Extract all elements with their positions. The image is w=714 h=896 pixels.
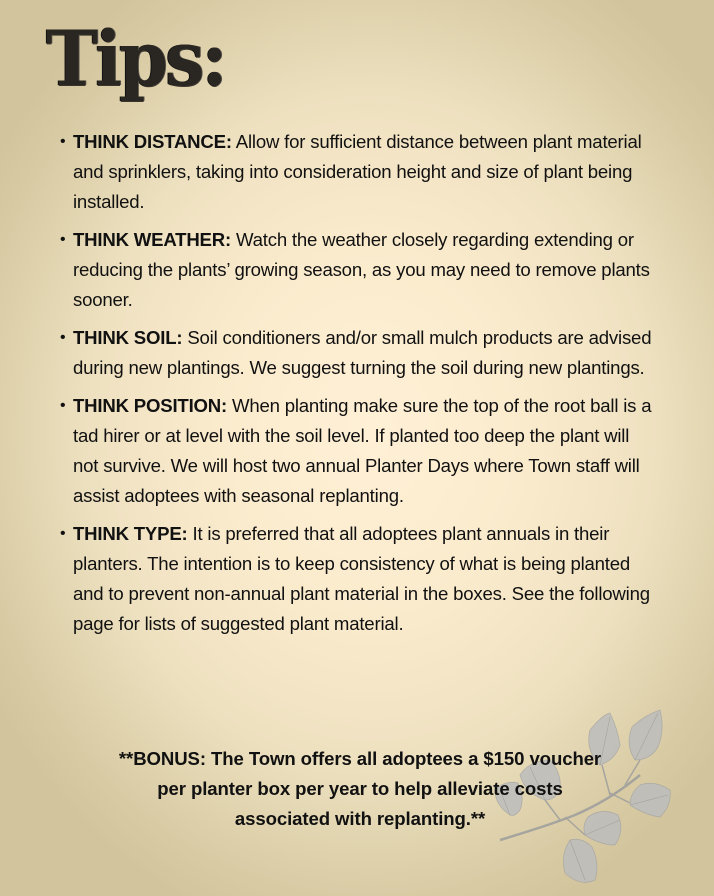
- tips-list: [58, 127, 658, 647]
- tip-distance: [58, 127, 658, 217]
- bullet-icon: •: [60, 329, 66, 346]
- bonus-line-2: per planter box per year to help alleviate costs: [157, 778, 563, 799]
- tip-text: Soil conditioners and/or small mulch products are advised during new plantings. We suggest turning the soil during new plantings.: [73, 327, 652, 378]
- tip-label: THINK SOIL:: [73, 327, 183, 348]
- tip-label: THINK DISTANCE:: [73, 131, 232, 152]
- page-title: Tips:: [46, 14, 225, 103]
- tip-label: THINK TYPE:: [73, 523, 188, 544]
- tip-text: It is preferred that all adoptees plant annuals in their planters. The intention is to keep consistency of what is being planted and to prevent non-annual plant material in the boxes. See the following page for lists of suggested plant material.: [73, 523, 650, 634]
- bullet-icon: •: [60, 397, 66, 414]
- tip-label: THINK POSITION:: [73, 395, 228, 416]
- bullet-icon: •: [60, 133, 66, 150]
- tip-text: Allow for sufficient distance between plant material and sprinklers, taking into consideration height and size of plant being installed.: [73, 131, 642, 212]
- tip-weather: [58, 225, 658, 315]
- tip-type: [58, 519, 658, 639]
- tip-text: When planting make sure the top of the root ball is a tad hirer or at level with the soil level. If planted too deep the plant will not survive. We will host two annual Planter Days where Town staff will assist adoptees with seasonal replanting.: [73, 395, 652, 506]
- tip-position: [58, 391, 658, 511]
- tip-soil: [58, 323, 658, 383]
- bonus-note: [70, 744, 650, 834]
- bonus-line-1: **BONUS: The Town offers all adoptees a $150 voucher: [118, 748, 602, 769]
- bonus-line-3: associated with replanting.**: [234, 808, 486, 829]
- bullet-icon: •: [60, 231, 66, 248]
- tip-text: Watch the weather closely regarding extending or reducing the plants’ growing season, as you may need to remove plants sooner.: [73, 229, 650, 310]
- tip-label: THINK WEATHER:: [73, 229, 231, 250]
- bullet-icon: •: [60, 525, 66, 542]
